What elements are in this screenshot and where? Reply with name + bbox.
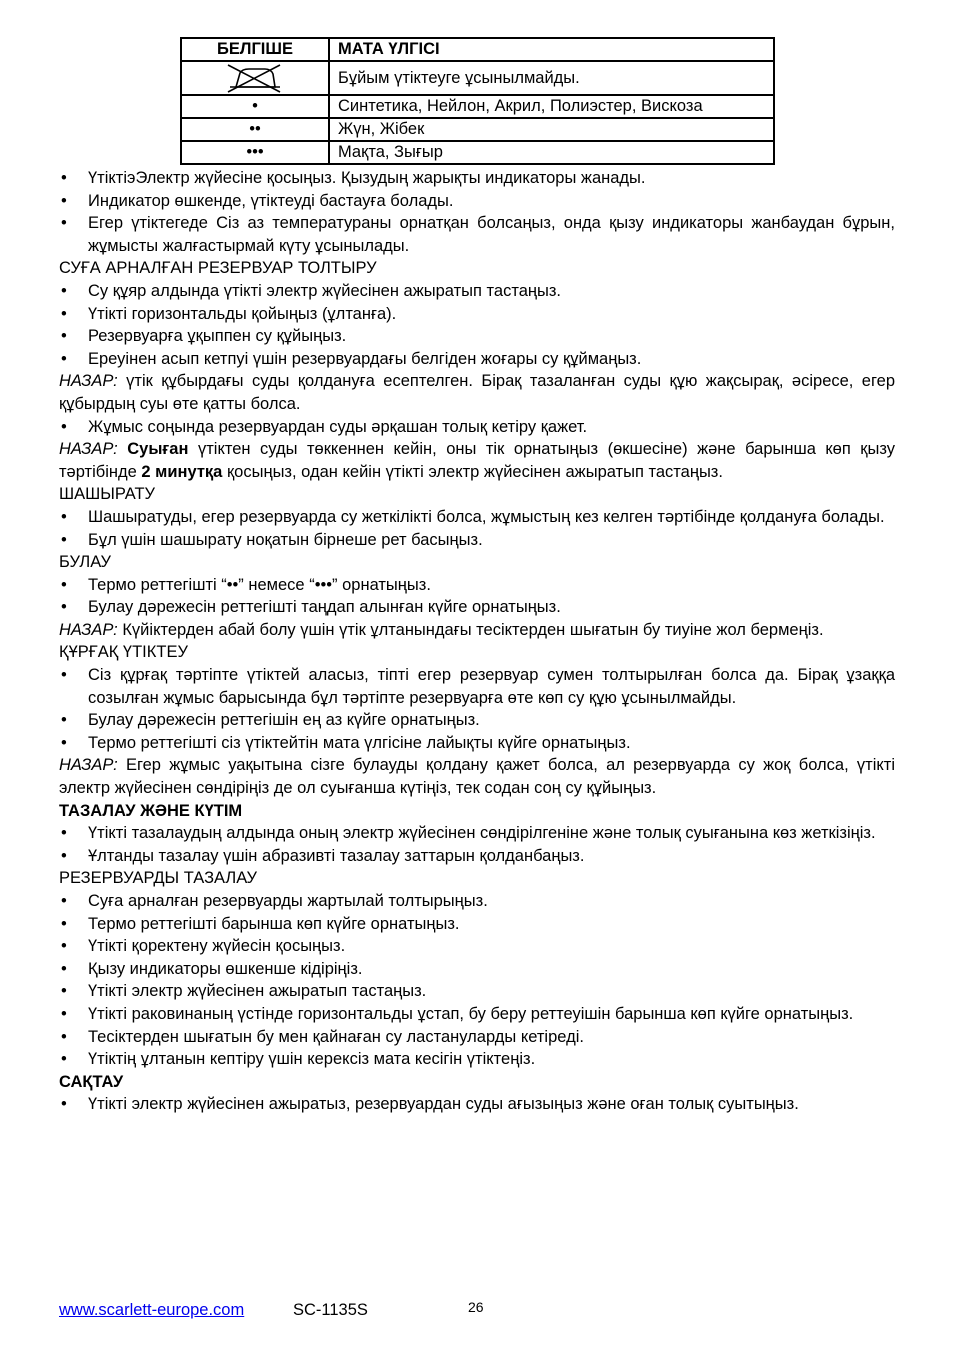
list-item: • Үтікті қоректену жүйесін қосыңыз.: [59, 935, 895, 958]
note-label: НАЗАР:: [59, 756, 118, 775]
table-cell-mark: •: [181, 95, 329, 118]
section-heading-care: ТАЗАЛАУ ЖӘНЕ КҮТІМ: [59, 801, 243, 820]
list-item: • Термо реттегішті “••” немесе “•••” орнатыңыз.: [59, 574, 895, 597]
section-heading-reservoir: РЕЗЕРВУАРДЫ ТАЗАЛАУ: [59, 869, 258, 888]
table-cell-mark: [181, 61, 329, 95]
section-heading-fill: СУҒА АРНАЛҒАН РЕЗЕРВУАР ТОЛТЫРУ: [59, 259, 377, 278]
list-item: • Ұлтанды тазалау үшін абразивті тазалау заттарын қолданбаңыз.: [59, 845, 895, 868]
list-item: • Термо реттегішті барынша көп күйге орнатыңыз.: [59, 913, 895, 936]
note-text: Күйіктерден абай болу үшін үтік ұлтанындағы тесіктерден шығатын бу тиуіне жол бермеңіз.: [117, 620, 824, 639]
table-cell-fabric: Мақта, Зығыр: [329, 141, 774, 164]
list-item: • Сіз құрғақ тәртіпте үтіктей аласыз, тіпті егер резервуар сумен толтырылған болса да. Бірақ ұзаққа созылған жұмыс барысында бұл тәртіпте резервуарға өте көп су құю ұсынылмайды.: [59, 664, 895, 709]
table-header-mark: БЕЛГІШЕ: [181, 38, 329, 61]
section-heading-spray: ШАШЫРАТУ: [59, 485, 156, 504]
note-label: НАЗАР:: [59, 620, 118, 639]
section-heading-steam: БУЛАУ: [59, 553, 111, 572]
table-header-row: [181, 38, 774, 61]
list-item: • Термо реттегішті сіз үтіктейтін мата үлгісіне лайықты күйге орнатыңыз.: [59, 732, 895, 755]
fill-list-2: [59, 416, 895, 439]
list-item: • Шашыратуды, егер резервуарда су жеткілікті болса, жұмыстың кез келген тәртібінде қолдануға болады.: [59, 506, 895, 529]
note-bold: Суыған: [127, 440, 189, 459]
note-label: НАЗАР:: [59, 372, 118, 391]
list-item: • Үтікті электр жүйесінен ажыратып тастаңыз.: [59, 980, 895, 1003]
list-item: • Индикатор өшкенде, үтіктеуді бастауға болады.: [59, 190, 895, 213]
dry-list: [59, 664, 895, 754]
care-list: [59, 822, 895, 867]
list-item: • Резервуарға ұқыппен су құйыңыз.: [59, 325, 895, 348]
list-item: • Тесіктерден шығатын бу мен қайнаған су ластануларды кетіреді.: [59, 1026, 895, 1049]
model-number: SC-1135S: [293, 1301, 368, 1319]
page-footer: [59, 1301, 895, 1320]
table-row: [181, 95, 774, 118]
website-link[interactable]: www.scarlett-europe.com: [59, 1301, 245, 1319]
table-cell-mark: •••: [181, 141, 329, 164]
reservoir-list: [59, 890, 895, 1071]
list-item: • Үтікті раковинаның үстінде горизонтальды ұстап, бу беру реттеуішін барынша көп күйге орнатыңыз.: [59, 1003, 895, 1026]
note-text: үтік құбырдағы суды қолдануға есептелген. Бірақ тазаланған суды құю жақсырақ, әсіресе, егер құбырдың суы өте қатты болса.: [59, 372, 895, 413]
list-item: • Үтікті тазалаудың алдында оның электр жүйесінен сөндірілгеніне және толық суығанына көз жеткізіңіз.: [59, 822, 895, 845]
no-ironing-icon: [222, 62, 288, 94]
table-row: [181, 141, 774, 164]
note-paragraph: [59, 619, 895, 642]
table-row: [181, 118, 774, 141]
table-row: [181, 61, 774, 95]
table-cell-fabric: Синтетика, Нейлон, Акрил, Полиэстер, Вискоза: [329, 95, 774, 118]
note-label: НАЗАР:: [59, 440, 118, 459]
note-bold: 2 минутқа: [141, 462, 223, 481]
list-item: • Булау дәрежесін реттегішті таңдап алынған күйге орнатыңыз.: [59, 596, 895, 619]
list-item: • Үтікті горизонтальды қойыңыз (ұлтанға).: [59, 303, 895, 326]
note-text: Егер жұмыс уақытына сізге булауды қолдану қажет болса, ал резервуарда су жоқ болса, үтікті электр жүйесінен сөндіріңіз де ол суығанша күтіңіз, тек содан соң су құйыңыз.: [59, 756, 895, 798]
list-item: • Суға арналған резервуарды жартылай толтырыңыз.: [59, 890, 895, 913]
operation-list: [59, 167, 895, 257]
list-item: • Қызу индикаторы өшкенше кідіріңіз.: [59, 958, 895, 981]
storage-list: [59, 1093, 895, 1116]
list-item: • Жұмыс соңында резервуардан суды әрқашан толық кетіру қажет.: [59, 416, 895, 439]
section-heading-storage: САҚТАУ: [59, 1072, 124, 1091]
list-item: • Бұл үшін шашырату ноқатын бірнеше рет басыңыз.: [59, 529, 895, 552]
fill-list: [59, 280, 895, 370]
section-heading-dry: ҚҰРҒАҚ ҮТІКТЕУ: [59, 643, 188, 662]
note-paragraph: [59, 438, 895, 483]
note-paragraph: [59, 754, 895, 799]
note-text: қосыңыз, одан кейін үтікті электр жүйесінен ажыратып тастаңыз.: [222, 462, 723, 481]
table-header-fabric: МАТА ҮЛГІСІ: [329, 38, 774, 61]
list-item: • Булау дәрежесін реттегішін ең аз күйге орнатыңыз.: [59, 709, 895, 732]
list-item: • Ереуінен асып кетпуі үшін резервуардағы белгіден жоғары су құймаңыз.: [59, 348, 895, 371]
list-item: • ҮтіктіэЭлектр жүйесіне қосыңыз. Қызудың жарықты индикаторы жанады.: [59, 167, 895, 190]
list-item: • Су құяр алдында үтікті электр жүйесінен ажыратып тастаңыз.: [59, 280, 895, 303]
page-number: 26: [468, 1299, 484, 1315]
steam-list: [59, 574, 895, 619]
note-text: үтіктен суды төккеннен кейін, оны тік орнатыңыз (өкшесіне) және барынша көп қызу тәртібінде: [59, 440, 895, 481]
page-content: [59, 37, 895, 1116]
list-item: • Егер үтіктегеде Сіз аз температураны орнатқан болсаңыз, онда қызу индикаторы жанбаудан бұрын, жұмысты жалғастырмай күту ұсынылады.: [59, 212, 895, 257]
note-paragraph: [59, 370, 895, 415]
table-cell-mark: ••: [181, 118, 329, 141]
list-item: • Үтікті электр жүйесінен ажыратыз, резервуардан суды ағызыңыз және оған толық суытыңыз.: [59, 1093, 895, 1116]
table-cell-fabric: Бұйым үтіктеуге ұсынылмайды.: [329, 61, 774, 95]
list-item: • Үтіктің ұлтанын кептіру үшін керексіз мата кесігін үтіктеңіз.: [59, 1048, 895, 1071]
table-cell-fabric: Жүн, Жібек: [329, 118, 774, 141]
spray-list: [59, 506, 895, 551]
fabric-marks-table: [180, 37, 775, 165]
